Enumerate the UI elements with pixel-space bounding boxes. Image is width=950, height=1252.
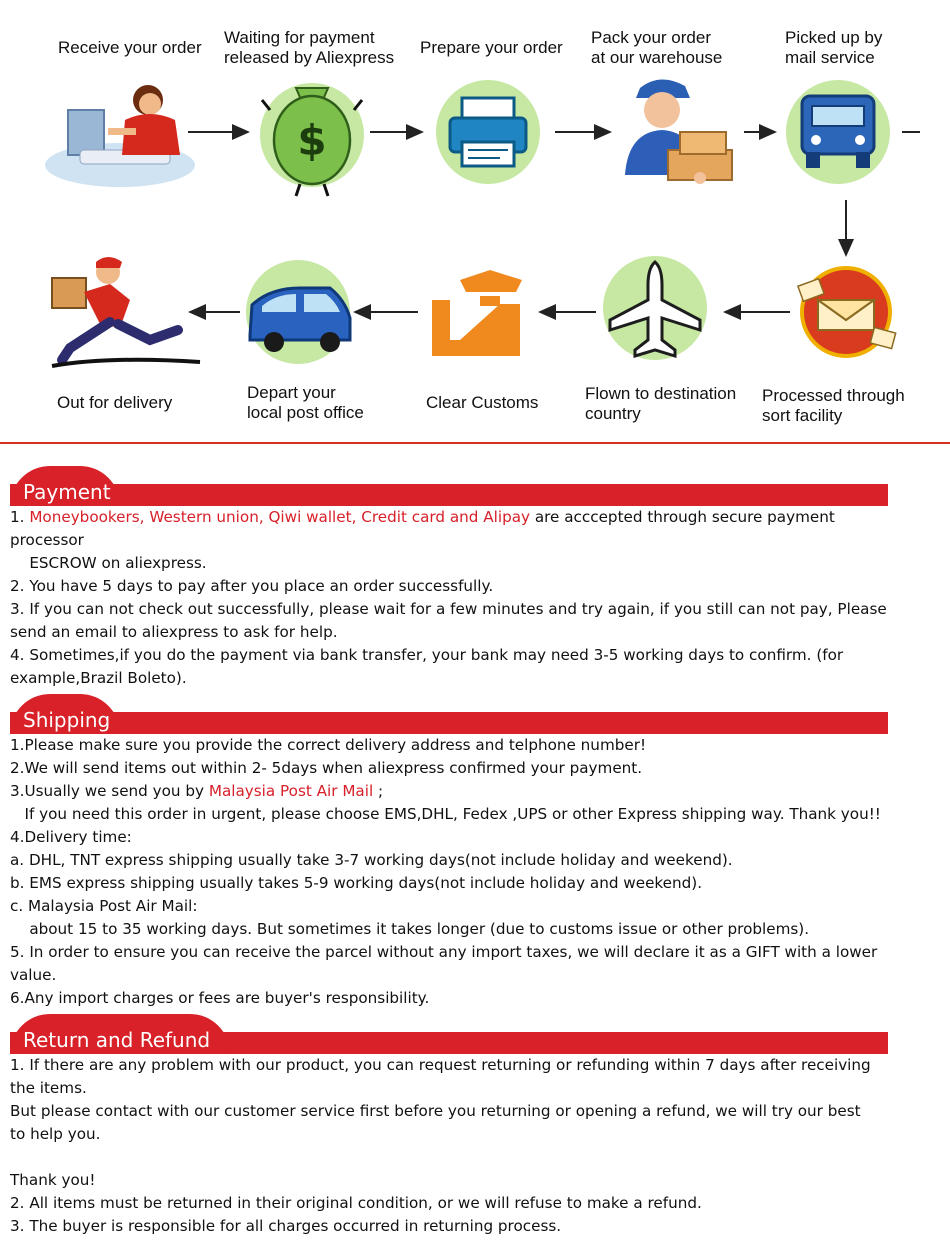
step-label-pack-order: Pack your order at our warehouse <box>591 28 723 67</box>
payment-line-3b: send an email to aliexpress to ask for help. <box>10 623 338 641</box>
car-icon <box>246 260 350 364</box>
payment-header <box>0 466 950 506</box>
shipping-line-4b: b. EMS express shipping usually takes 5-9 working days(not include holiday and weekend). <box>10 874 703 892</box>
payment-line-3a: 3. If you can not check out successfully, please wait for a few minutes and try again, if you still can not pay, Please <box>10 600 887 618</box>
payment-line-1b: processor <box>10 531 84 549</box>
shipping-line-1: 1.Please make sure you provide the correct delivery address and telphone number! <box>10 736 647 754</box>
payment-line-4a: 4. Sometimes,if you do the payment via bank transfer, your bank may need 3-5 working days to confirm. (for <box>10 646 844 664</box>
step-label-receive-order: Receive your order <box>58 38 202 57</box>
refund-list <box>0 1054 950 1238</box>
refund-line-2: 2. All items must be returned in their original condition, or we will refuse to make a refund. <box>10 1194 702 1212</box>
step-label-flown: Flown to destination country <box>585 384 737 423</box>
payment-list <box>0 506 950 690</box>
shipping-line-4: 4.Delivery time: <box>10 828 132 846</box>
payment-methods-highlight: Moneybookers, Western union, Qiwi wallet, Credit card and Alipay <box>29 508 531 526</box>
refund-header <box>0 1014 950 1054</box>
payment-line-4b: example,Brazil Boleto). <box>10 669 187 687</box>
shipping-line-2: 2.We will send items out within 2- 5days when aliexpress confirmed your payment. <box>10 759 643 777</box>
step-label-clear-customs: Clear Customs <box>426 393 539 412</box>
shipping-line-6: 6.Any import charges or fees are buyer's responsibility. <box>10 989 430 1007</box>
shipping-header <box>0 694 950 734</box>
payment-line-1: 1. Moneybookers, Western union, Qiwi wallet, Credit card and Alipay are acccepted through secure payment <box>10 508 835 526</box>
refund-line-1a: 1. If there are any problem with our product, you can request returning or refunding within 7 days after receiving <box>10 1056 871 1074</box>
running-courier-icon <box>52 257 200 366</box>
shipping-line-5a: 5. In order to ensure you can receive the parcel without any import taxes, we will declare it as a GIFT with a lower <box>10 943 878 961</box>
step-label-out-for-delivery: Out for delivery <box>57 393 173 412</box>
shipping-line-4a: a. DHL, TNT express shipping usually take 3-7 working days(not include holiday and weekend). <box>10 851 733 869</box>
printer-icon <box>436 80 540 184</box>
shipping-section <box>0 694 950 1010</box>
step-label-waiting-payment: Waiting for payment released by Aliexpress <box>224 28 395 67</box>
flow-divider <box>0 442 950 444</box>
shipping-line-3b: If you need this order in urgent, please choose EMS,DHL, Fedex ,UPS or other Express shipping way. Thank you!! <box>10 805 881 823</box>
shipping-line-4d: about 15 to 35 working days. But sometimes it takes longer (due to customs issue or other problems). <box>10 920 810 938</box>
globe-mail-icon <box>798 268 896 356</box>
order-process-flow <box>0 0 950 440</box>
money-bag-icon <box>260 83 364 196</box>
shipping-method-highlight: Malaysia Post Air Mail <box>208 782 374 800</box>
refund-line-1b: the items. <box>10 1079 87 1097</box>
shipping-line-5b: value. <box>10 966 57 984</box>
payment-line-2: 2. You have 5 days to pay after you place an order successfully. <box>10 577 494 595</box>
shipping-line-3: 3.Usually we send you by Malaysia Post Air Mail ; <box>10 782 384 800</box>
refund-section <box>0 1014 950 1238</box>
truck-icon <box>786 80 890 184</box>
refund-blank-line <box>10 1146 945 1169</box>
svg-text:$: $ <box>297 116 327 165</box>
airplane-icon <box>603 256 707 360</box>
payment-section <box>0 466 950 690</box>
refund-line-1d: to help you. <box>10 1125 101 1143</box>
shipping-line-4c: c. Malaysia Post Air Mail: <box>10 897 198 915</box>
payment-line-1c: ESCROW on aliexpress. <box>10 554 207 572</box>
refund-line-3: 3. The buyer is responsible for all charges occurred in returning process. <box>10 1217 562 1235</box>
refund-line-1c: But please contact with our customer service first before you returning or opening a refund, we will try our best <box>10 1102 861 1120</box>
step-label-sort-facility: Processed through sort facility <box>762 386 905 425</box>
customs-officer-icon <box>432 270 522 356</box>
shipping-list <box>0 734 950 1010</box>
payment-title: Payment <box>23 480 111 504</box>
refund-thanks: Thank you! <box>10 1171 96 1189</box>
person-at-computer-icon <box>45 85 195 187</box>
worker-with-boxes-icon <box>625 79 732 184</box>
refund-title: Return and Refund <box>23 1028 211 1052</box>
step-label-prepare-order: Prepare your order <box>420 38 563 57</box>
step-label-depart-post-office: Depart your local post office <box>247 383 364 422</box>
flow-graphics <box>0 0 950 440</box>
step-label-picked-up: Picked up by mail service <box>785 28 883 67</box>
shipping-title: Shipping <box>23 708 111 732</box>
